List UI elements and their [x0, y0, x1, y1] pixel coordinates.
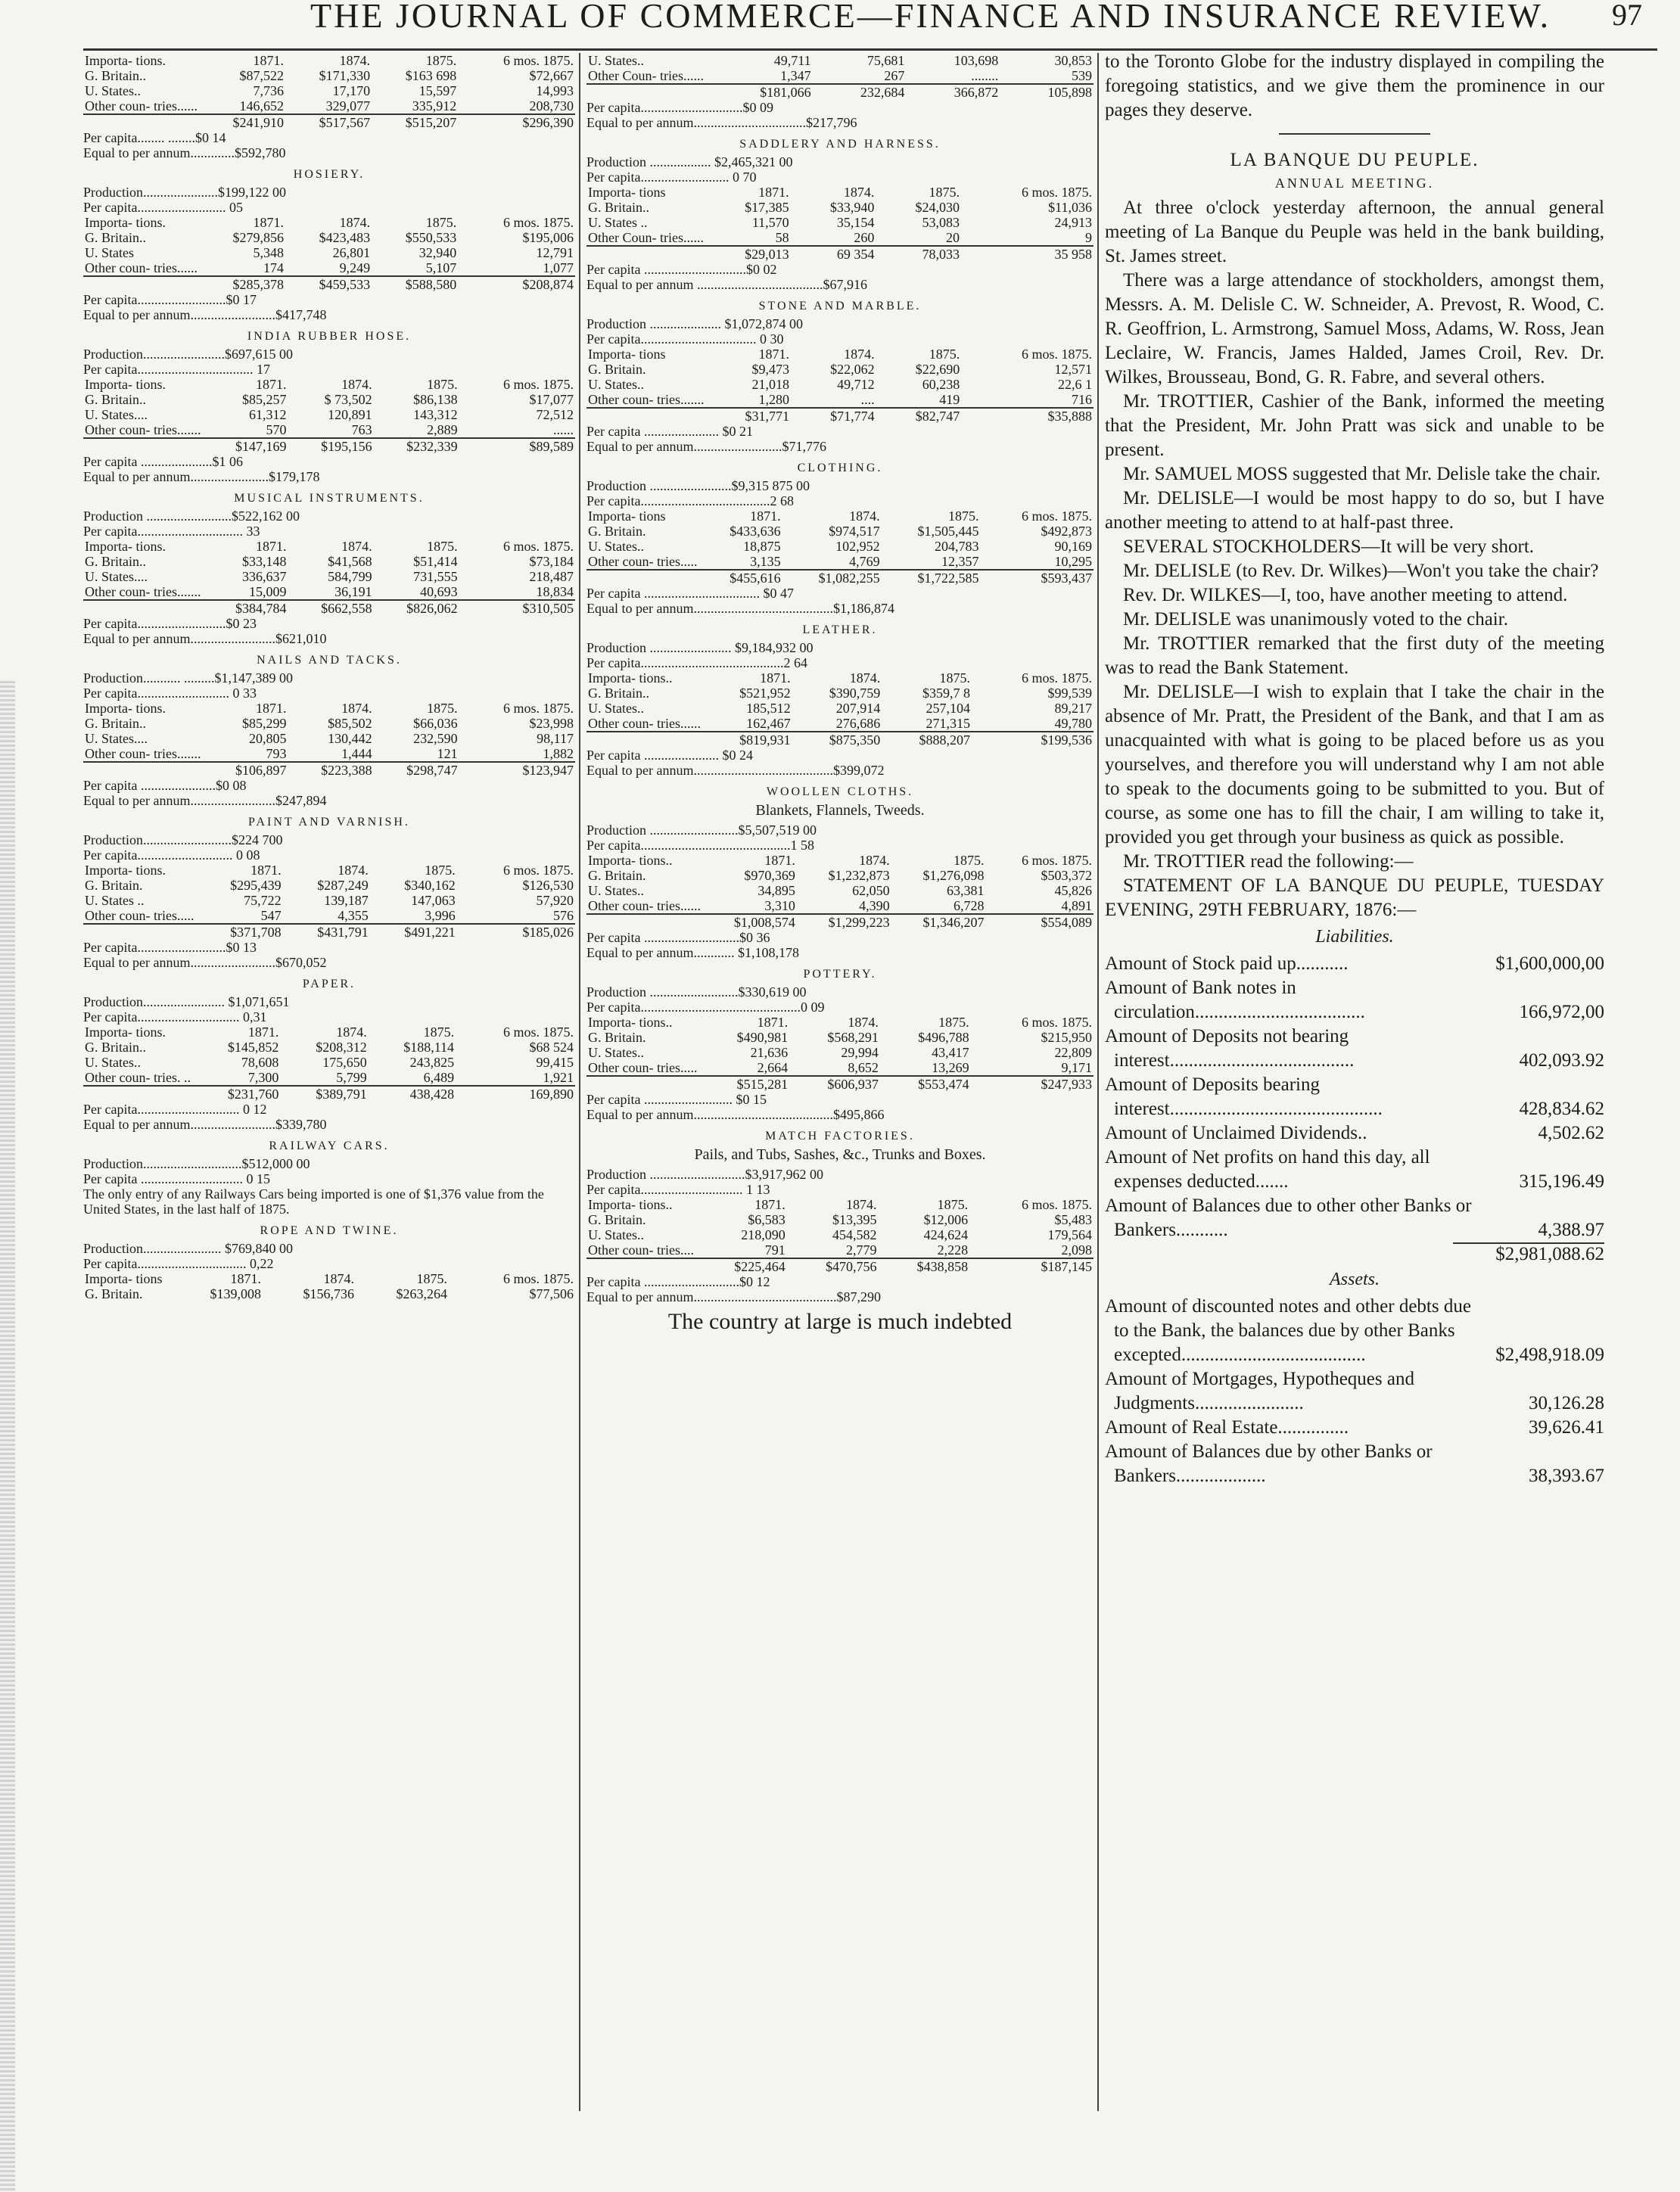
import-table: Importa- tions. 1871. 1874. 1875. 6 mos. 1875. G. Britain.. $145,852 $208,312 $188,114 $68 524 U. States.. 78,608 175,650 243,825 99,415 Other coun- tries. .. 7,300 5,799 6,489 1,921 $231,760 $389,791 438,428 169,890 [85, 1024, 574, 1102]
article-body [1105, 196, 1604, 922]
per-capita: Per capita.............................. 1 13 [586, 1182, 770, 1197]
per-annum: Equal to per annum.........................$417,748 [83, 307, 327, 322]
per-capita: Per capita .................................. $0 47 [586, 586, 794, 601]
section-paint [83, 816, 575, 970]
production: Production ..........................$330,619 00 [586, 984, 807, 1000]
intro-paragraph: to the Toronto Globe for the industry displayed in compiling the foregoing statistics, and we give them the prominence in our pages they deserve. [1105, 51, 1604, 120]
paragraph: There was a large attendance of stockholders, amongst them, Messrs. A. M. Delisle C. W. Schneider, A. Prevost, R. Wood, C. R. Geoffrion, L. Armstrong, Samuel Moss, Adams, W. Ross, Jean Leclaire, W. Francis, James Halded, James Croil, Rev. Dr. Wilkes, Brousseau, Bond, G. R. Fabre, and several others. [1105, 270, 1604, 387]
liability-row: Amount of Deposits bearing interest............................................. 428,834.62 [1105, 1074, 1604, 1119]
per-capita: Per capita..........................................2 64 [586, 655, 807, 670]
section-match [586, 1130, 1094, 1304]
per-capita: Per capita..........................$0 13 [83, 940, 257, 955]
paragraph: Mr. DELISLE (to Rev. Dr. Wilkes)—Won't you take the chair? [1123, 561, 1599, 581]
section-title: LEATHER. [802, 623, 878, 636]
section-clothing [586, 462, 1094, 616]
production: Production ........................ $9,184,932 00 [586, 640, 814, 655]
section-paper [83, 978, 575, 1132]
paragraph: Mr. TROTTIER remarked that the first duty of the meeting was to read the Bank Statement. [1105, 633, 1604, 678]
per-annum: Equal to per annum.........................$670,052 [83, 955, 327, 970]
section-title: MUSICAL INSTRUMENTS. [234, 492, 425, 505]
per-annum: Equal to per annum.........................$621,010 [83, 631, 327, 646]
section-pottery [586, 968, 1094, 1122]
production: Production .................. $2,465,321 00 [586, 154, 793, 169]
paragraph: Mr. TROTTIER read the following:— [1123, 851, 1414, 872]
per-capita: Per capita........................... 0 33 [83, 686, 257, 701]
liability-row: Amount of Balances due to other other Banks or Bankers........... 4,388.97 [1105, 1195, 1604, 1240]
asset-row: Amount of discounted notes and other debts due to the Bank, the balances due by other Banks excepted....................................... $2,498,918.09 [1105, 1296, 1604, 1365]
section-railway [83, 1140, 575, 1217]
production: Production ..........................$5,507,519 00 [586, 822, 817, 838]
liabilities-total: $2,981,088.62 [1453, 1242, 1604, 1265]
section-woollen [586, 785, 1094, 960]
production: Production ........................$9,315 875 00 [586, 478, 810, 493]
section-subtitle: Blankets, Flannels, Tweeds. [755, 802, 925, 819]
liability-row: Amount of Unclaimed Dividends.. 4,502.62 [1105, 1123, 1604, 1143]
per-capita: Per capita ...................... $0 21 [586, 424, 753, 439]
liability-row: Amount of Deposits not bearing interest....................................... 402,093.92 [1105, 1026, 1604, 1071]
section-subtitle: Pails, and Tubs, Sashes, &c., Trunks and Boxes. [694, 1146, 986, 1163]
per-capita: Per capita ............................$0 12 [586, 1274, 770, 1289]
import-table: Importa- tions. 1871. 1874. 1875. 6 mos. 1875. G. Britain. $295,439 $287,249 $340,162 $126,530 U. States .. 75,722 139,187 147,063 57,920 Other coun- tries..... 547 4,355 3,996 576 $371,708 $431,791 $491,221 $185,026 [85, 863, 574, 940]
per-capita: Per capita..............................$0 09 [586, 100, 773, 115]
column-2 [586, 50, 1094, 2153]
per-capita: Per capita.......................... 0 70 [586, 169, 757, 185]
production: Production .........................$522,162 00 [83, 508, 300, 524]
section-title: RAILWAY CARS. [269, 1140, 390, 1152]
per-capita: Per capita ...................... $0 24 [586, 748, 753, 763]
per-annum: Equal to per annum.........................................$1,186,874 [586, 601, 894, 616]
column-rule [579, 53, 580, 2111]
section-top [83, 53, 575, 160]
section-rope [83, 1224, 575, 1301]
per-capita: Per capita.............................. 0,31 [83, 1009, 267, 1024]
section-title: PAPER. [302, 978, 356, 990]
import-table: Importa- tions.. 1871. 1874. 1875. 6 mos. 1875. G. Britain. $970,369 $1,232,873 $1,276,098 $503,372 U. States.. 34,895 62,050 63,381 45,826 Other coun- tries...... 3,310 4,390 6,728 4,891 $1,008,574 $1,299,223 $1,346,207 $554,089 [588, 853, 1092, 930]
paragraph: Mr. DELISLE was unanimously voted to the chair. [1123, 609, 1508, 630]
section-stone [586, 300, 1094, 454]
article-subtitle: ANNUAL MEETING. [1274, 176, 1435, 191]
per-capita: Per capita......................................2 68 [586, 493, 794, 508]
import-table: Importa- tions. 1871. 1874. 1875. 6 mos. 1875. G. Britain.. $279,856 $423,483 $550,533 $195,006 U. States 5,348 26,801 32,940 12,791 Other coun- tries...... 174 9,249 5,107 1,077 $285,378 $459,533 $588,580 $208,874 [85, 215, 574, 292]
per-capita: Per capita............................................1 58 [586, 838, 814, 853]
import-table: Importa- tions 1871. 1874. 1875. 6 mos. 1875. G. Britain. $433,636 $974,517 $1,505,445 $492,873 U. States.. 18,875 102,952 204,783 90,169 Other coun- tries..... 3,135 4,769 12,357 10,295 $455,616 $1,082,255 $1,722,585 $593,437 [588, 508, 1092, 586]
per-annum: Equal to per annum.........................$339,780 [83, 1117, 327, 1132]
import-table: U. States.. 49,711 75,681 103,698 30,853 Other Coun- tries...... 1,347 267 ........ 539 $181,066 232,684 366,872 105,898 [588, 53, 1092, 100]
per-capita: Per capita..........................$0 23 [83, 616, 257, 631]
divider [1279, 133, 1430, 135]
production: Production........................$697,615 00 [83, 347, 293, 362]
paragraph: Mr. DELISLE—I would be most happy to do so, but I have another meeting to attend to at half-past three. [1105, 488, 1604, 533]
import-table: Importa- tions. 1871. 1874. 1875. 6 mos. 1875. G. Britain.. $33,148 $41,568 $51,414 $73,184 U. States.... 336,637 584,799 731,555 218,487 Other coun- tries....... 15,009 36,191 40,693 18,834 $384,784 $662,558 $826,062 $310,505 [85, 539, 574, 616]
per-capita: Per capita .......................... $0 15 [586, 1092, 767, 1107]
paragraph: Mr. DELISLE—I wish to explain that I take the chair in the absence of Mr. Pratt, the President of the Bank, and that I am as unacquainted with what is going to be placed before us as you yourselves, and therefore you will understand why I am not able to speak to the documents going to be submitted to you. But of course, as some one has to fill the chair, I am willing to take it, provided you get through your business as quick as possible. [1105, 682, 1604, 847]
import-table: Importa- tions. 1871. 1874. 1875. 6 mos. 1875. G. Britain.. $87,522 $171,330 $163 698 $72,667 U. States.. 7,736 17,170 15,597 14,993 Other coun- tries...... 146,652 329,077 335,912 208,730 $241,910 $517,567 $515,207 $296,390 [85, 53, 574, 130]
section-title: SADDLERY AND HARNESS. [739, 138, 941, 151]
section-title: ROPE AND TWINE. [260, 1224, 399, 1237]
liabilities-list [1105, 952, 1604, 1242]
per-capita: Per capita................................ 0,22 [83, 1256, 274, 1271]
per-capita: Per capita.................................. 17 [83, 362, 270, 377]
per-annum: Equal to per annum.......................$179,178 [83, 469, 320, 484]
assets-list [1105, 1295, 1604, 1488]
import-table: Importa- tions. 1871. 1874. 1875. 6 mos. 1875. G. Britain.. $85,299 $85,502 $66,036 $23,998 U. States.... 20,805 130,442 232,590 98,117 Other coun- tries....... 793 1,444 121 1,882 $106,897 $223,388 $298,747 $123,947 [85, 701, 574, 778]
production: Production ..................... $1,072,874 00 [586, 316, 803, 331]
article-intro [1105, 50, 1604, 123]
section-title: CLOTHING. [797, 462, 883, 474]
per-capita: Per capita............................ 0 08 [83, 847, 260, 863]
continued-text: The country at large is much indebted [667, 1309, 1013, 1334]
per-capita: Per capita...............................................0 09 [586, 1000, 825, 1015]
section-top [586, 53, 1094, 130]
per-capita: Per capita .............................. 0 15 [83, 1171, 270, 1186]
page-number: 97 [1612, 0, 1642, 32]
import-table: Importa- tions.. 1871. 1874. 1875. 6 mos. 1875. G. Britain. $6,583 $13,395 $12,006 $5,483 U. States.. 218,090 454,582 424,624 179,564 Other coun- tries.... 791 2,779 2,228 2,098 $225,464 $470,756 $438,858 $187,145 [588, 1197, 1092, 1274]
paragraph: SEVERAL STOCKHOLDERS—It will be very short. [1123, 536, 1535, 557]
import-table: Importa- tions.. 1871. 1874. 1875. 6 mos. 1875. G. Britain.. $521,952 $390,759 $359,7 8 $99,539 U. States.. 185,512 207,914 257,104 89,217 Other coun- tries...... 162,467 276,686 271,315 49,780 $819,931 $875,350 $888,207 $199,536 [588, 670, 1092, 748]
paragraph: Mr. SAMUEL MOSS suggested that Mr. Delisle take the chair. [1123, 464, 1601, 484]
per-annum: Equal to per annum............ $1,108,178 [586, 945, 799, 960]
section-title: MATCH FACTORIES. [765, 1130, 915, 1143]
section-title: WOOLLEN CLOTHS. [766, 785, 914, 798]
column-rule [1097, 53, 1099, 2111]
railway-note: The only entry of any Railways Cars being imported is one of $1,376 value from the United States, in the last half of 1875. [83, 1186, 544, 1217]
section-saddlery [586, 138, 1094, 292]
production: Production....................... $769,840 00 [83, 1241, 293, 1256]
per-capita: Per capita ............................$0 36 [586, 930, 770, 945]
per-capita: Per capita.............................. 0 12 [83, 1102, 267, 1117]
per-annum: Equal to per annum.........................................$399,072 [586, 763, 885, 778]
paragraph: STATEMENT OF LA BANQUE DU PEUPLE, TUESDAY EVENING, 29TH FEBRUARY, 1876:— [1105, 875, 1604, 920]
per-capita: Per capita ..............................$0 02 [586, 262, 777, 277]
liabilities-heading: Liabilities. [1315, 927, 1394, 947]
per-capita: Per capita.......................... 05 [83, 200, 243, 215]
production: Production......................$199,122 00 [83, 185, 286, 200]
production: Production ............................$3,917,962 00 [586, 1167, 823, 1182]
section-hosiery [83, 168, 575, 322]
per-capita: Per capita........ ........$0 14 [83, 130, 226, 145]
import-table: Importa- tions. 1871. 1874. 1875. 6 mos. 1875. G. Britain.. $85,257 $ 73,502 $86,138 $17,077 U. States.... 61,312 120,891 143,312 72,512 Other coun- tries....... 570 763 2,889 ...... $147,169 $195,156 $232,339 $89,589 [85, 377, 574, 454]
liability-row: Amount of Net profits on hand this day, all expenses deducted....... 315,196.49 [1105, 1147, 1604, 1192]
per-capita: Per capita............................... 33 [83, 524, 260, 539]
per-annum: Equal to per annum.................................$217,796 [586, 115, 857, 130]
per-annum: Equal to per annum.........................$247,894 [83, 793, 327, 808]
per-annum: Equal to per annum.........................................$495,866 [586, 1107, 885, 1122]
section-title: HOSIERY. [293, 168, 366, 181]
per-annum: Equal to per annum.............$592,780 [83, 145, 286, 160]
section-title: PAINT AND VARNISH. [248, 816, 410, 829]
section-leather [586, 623, 1094, 778]
import-table: Importa- tions 1871. 1874. 1875. 6 mos. 1875. G. Britain. $9,473 $22,062 $22,690 12,571 U. States.. 21,018 49,712 60,238 22,6 1 Other coun- tries....... 1,280 .... 419 716 $31,771 $71,774 $82,747 $35,888 [588, 347, 1092, 424]
paragraph: Mr. TROTTIER, Cashier of the Bank, informed the meeting that the President, Mr. John Pratt was sick and unable to be present. [1105, 391, 1604, 460]
per-capita: Per capita.................................. 0 30 [586, 331, 784, 347]
assets-heading: Assets. [1330, 1270, 1380, 1289]
scan-edge [0, 681, 15, 2192]
per-capita: Per capita..........................$0 17 [83, 292, 257, 307]
page-header [83, 0, 1657, 51]
section-title: INDIA RUBBER HOSE. [247, 330, 412, 343]
asset-row: Amount of Balances due by other Banks or Bankers................... 38,393.67 [1105, 1441, 1604, 1486]
per-capita: Per capita .....................$1 06 [83, 454, 243, 469]
paragraph: At three o'clock yesterday afternoon, the annual general meeting of La Banque du Peuple was held in the bank building, St. James street. [1105, 197, 1604, 266]
section-title: POTTERY. [803, 968, 877, 981]
section-title: STONE AND MARBLE. [758, 300, 922, 312]
journal-title: THE JOURNAL OF COMMERCE—FINANCE AND INSURANCE REVIEW. [310, 0, 1551, 35]
paragraph: Rev. Dr. WILKES—I, too, have another meeting to attend. [1123, 585, 1568, 605]
section-musical [83, 492, 575, 646]
production: Production........................ $1,071,651 [83, 994, 290, 1009]
column-1 [83, 50, 575, 2153]
production: Production.............................$512,000 00 [83, 1156, 310, 1171]
import-table: Importa- tions 1871. 1874. 1875. 6 mos. 1875. G. Britain. $139,008 $156,736 $263,264 $77,506 [85, 1271, 574, 1301]
liability-row: Amount of Stock paid up........... $1,600,000,00 [1105, 953, 1604, 974]
liability-row: Amount of Bank notes in circulation.................................... 166,972,00 [1105, 978, 1604, 1022]
per-annum: Equal to per annum .....................................$67,916 [586, 277, 867, 292]
import-table: Importa- tions 1871. 1874. 1875. 6 mos. 1875. G. Britain.. $17,385 $33,940 $24,030 $11,036 U. States .. 11,570 35,154 53,083 24,913 Other Coun- tries...... 58 260 20 9 $29,013 69 354 78,033 35 958 [588, 185, 1092, 262]
production: Production........... .........$1,147,389 00 [83, 670, 293, 686]
section-title: NAILS AND TACKS. [257, 654, 402, 667]
section-rubber [83, 330, 575, 484]
import-table: Importa- tions.. 1871. 1874. 1875. 6 mos. 1875. G. Britain. $490,981 $568,291 $496,788 $215,950 U. States.. 21,636 29,994 43,417 22,809 Other coun- tries..... 2,664 8,652 13,269 9,171 $515,281 $606,937 $553,474 $247,933 [588, 1015, 1092, 1092]
column-3 [1105, 50, 1604, 2153]
production: Production..........................$224 700 [83, 832, 283, 847]
asset-row: Amount of Real Estate............... 39,626.41 [1105, 1417, 1604, 1438]
asset-row: Amount of Mortgages, Hypotheques and Judgments....................... 30,126.28 [1105, 1369, 1604, 1413]
section-nails [83, 654, 575, 808]
per-annum: Equal to per annum..........................$71,776 [586, 439, 826, 454]
article-title: LA BANQUE DU PEUPLE. [1230, 150, 1479, 170]
per-annum: Equal to per annum..........................................$87,290 [586, 1289, 881, 1304]
per-capita: Per capita ......................$0 08 [83, 778, 247, 793]
